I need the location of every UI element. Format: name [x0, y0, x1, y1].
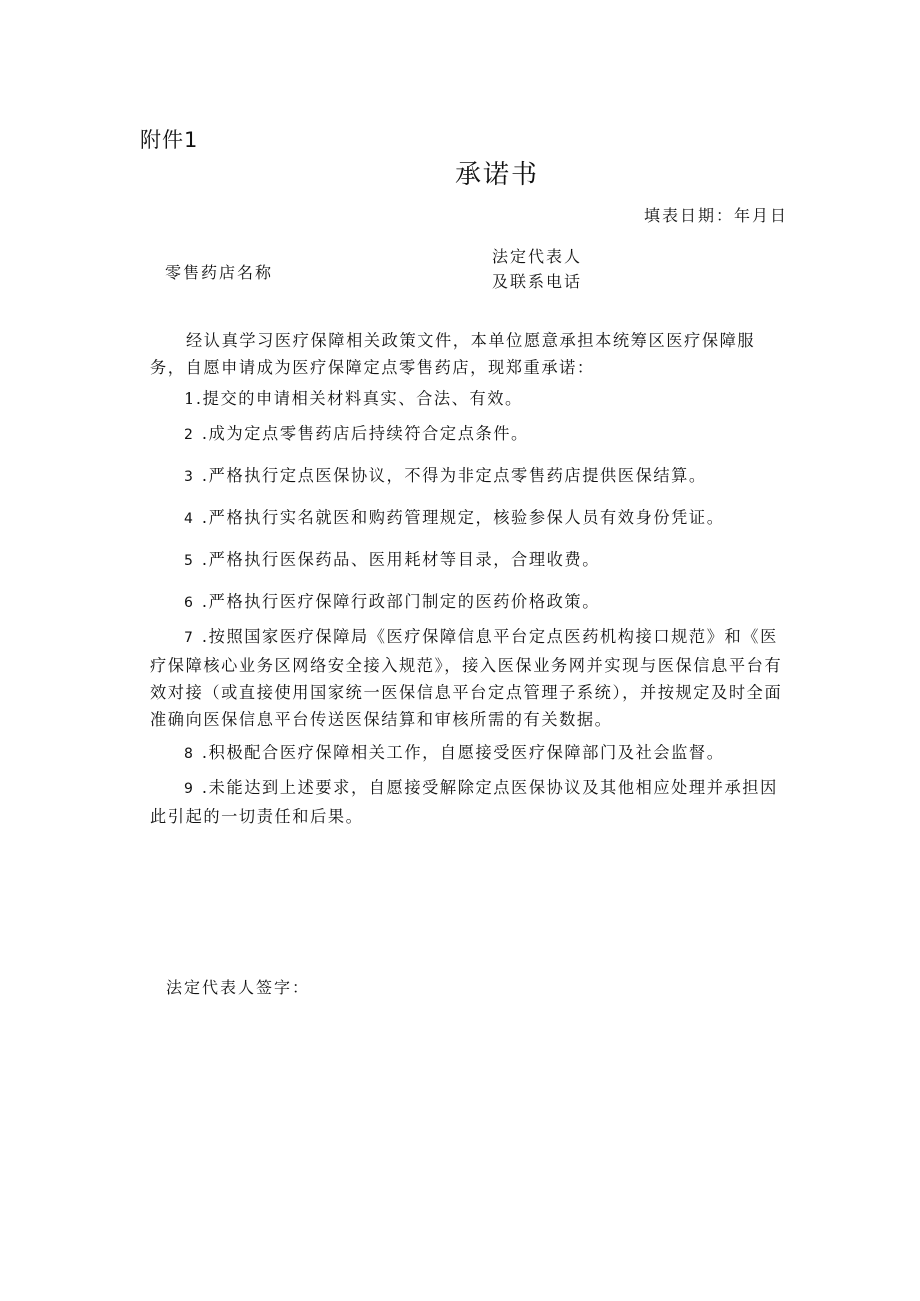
commitment-number: 6: [184, 595, 193, 611]
commitment-item-9: [150, 774, 790, 830]
commitment-text: 提交的申请相关材料真实、合法、有效。: [202, 389, 523, 408]
commitment-item-4: [150, 504, 790, 533]
commitment-number: 1.: [184, 389, 203, 408]
store-name-label: 零售药店名称: [165, 263, 274, 282]
commitment-text: .严格执行实名就医和购药管理规定，核验参保人员有效身份凭证。: [201, 508, 725, 527]
legal-rep-signature-label: 法定代表人签字：: [166, 978, 311, 997]
fill-date-label: 填表日期：年月日: [643, 206, 788, 225]
document-title: 承诺书: [454, 160, 539, 190]
legal-rep-contact-label: [492, 244, 582, 294]
commitment-item-5: [150, 546, 790, 575]
commitment-item-2: [150, 420, 790, 449]
commitment-text: .未能达到上述要求，自愿接受解除定点医保协议及其他相应处理并承担因此引起的一切责任和后果。: [150, 778, 778, 826]
commitment-text: .成为定点零售药店后持续符合定点条件。: [201, 424, 529, 443]
commitment-item-1: [150, 385, 790, 412]
intro-paragraph: 经认真学习医疗保障相关政策文件，本单位愿意承担本统筹区医疗保障服务，自愿申请成为医疗保障定点零售药店，现郑重承诺：: [150, 331, 756, 377]
commitment-number: 7: [184, 630, 193, 646]
commitment-number: 9: [184, 781, 193, 797]
commitment-number: 3: [184, 469, 193, 485]
commitment-number: 4: [184, 511, 193, 527]
commitment-item-6: [150, 588, 790, 617]
legal-rep-label-line1: 法定代表人: [492, 247, 583, 266]
commitment-item-7: [150, 623, 790, 733]
legal-rep-label-line2: 及联系电话: [492, 272, 583, 291]
commitment-item-8: [150, 739, 790, 768]
commitment-number: 5: [184, 553, 193, 569]
commitment-text: .严格执行医保药品、医用耗材等目录，合理收费。: [201, 550, 600, 569]
commitment-item-3: [150, 462, 790, 491]
commitment-text: .积极配合医疗保障相关工作，自愿接受医疗保障部门及社会监督。: [201, 743, 725, 762]
commitment-number: 2: [184, 427, 193, 443]
commitment-number: 8: [184, 746, 193, 762]
attachment-label: 附件1: [140, 128, 199, 152]
commitment-text: .严格执行医疗保障行政部门制定的医药价格政策。: [201, 592, 600, 611]
commitment-body: [150, 327, 790, 830]
commitment-text: .按照国家医疗保障局《医疗保障信息平台定点医药机构接口规范》和《医疗保障核心业务区网络安全接入规范》，接入医保业务网并实现与医保信息平台有效对接（或直接使用国家统一医保信息平台定点管理子系统），并按规定及时全面准确向医保信息平台传送医保结算和审核所需的有关数据。: [150, 627, 783, 729]
commitment-text: .严格执行定点医保协议，不得为非定点零售药店提供医保结算。: [201, 466, 707, 485]
